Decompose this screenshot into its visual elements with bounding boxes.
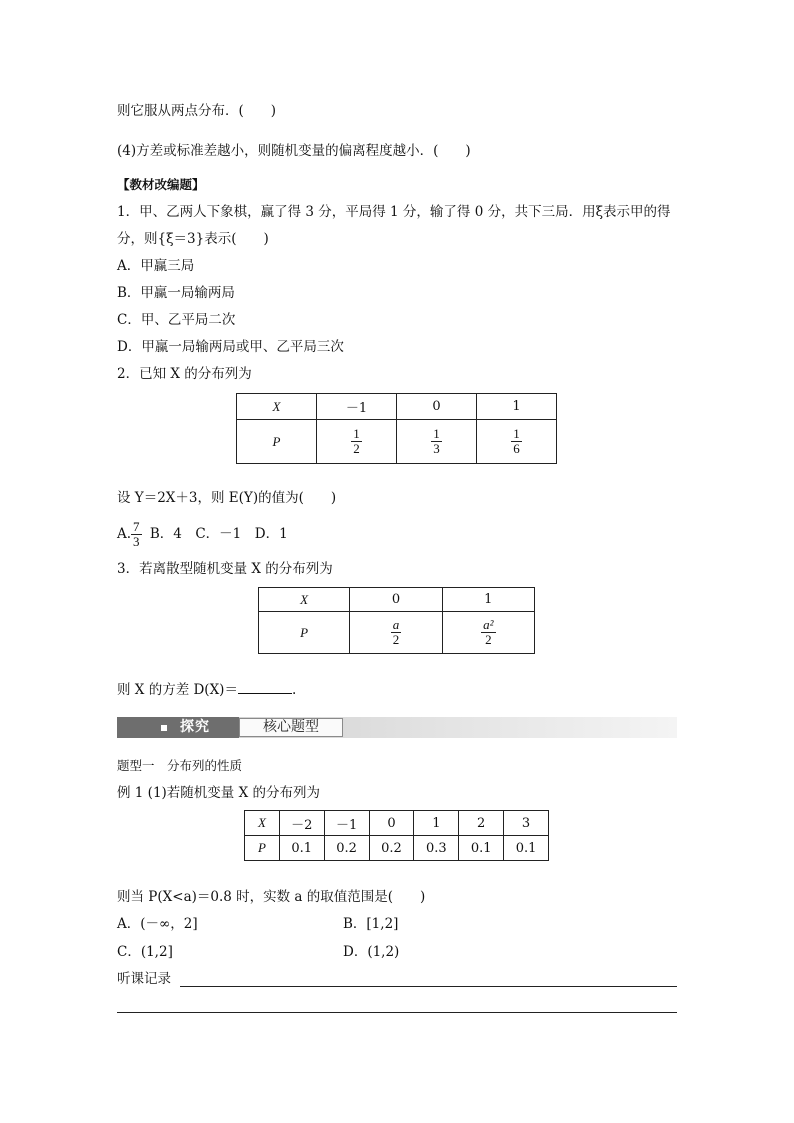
question-1-stem: 1．甲、乙两人下象棋，赢了得 3 分，平局得 1 分，输了得 0 分，共下三局．用ξ表示甲的得 [117,204,671,220]
statement-3-tail: 则它服从两点分布．( ) [117,103,277,119]
table-cell: 2 [459,811,504,836]
question-1-option-a: A．甲赢三局 [117,258,195,274]
question-2-ask: 设 Y＝2X＋3，则 E(Y)的值为( ) [117,490,337,506]
option-a-fraction [131,520,142,549]
table-cell: 1 [414,811,459,836]
table-header-p: P [237,420,317,464]
option-a-label: A. [117,526,132,542]
table-cell: 0.3 [414,836,459,861]
distribution-table-q3 [258,587,535,654]
example-1-option-a: A．(－∞，2] [117,916,198,932]
table-cell: 0.1 [279,836,324,861]
table-cell [350,612,442,654]
example-1-option-d: D．(1,2) [343,944,400,960]
question-2-options [117,515,288,553]
table-cell: 0 [369,811,414,836]
fraction [481,618,495,647]
statement-4: (4)方差或标准差越小，则随机变量的偏离程度越小．( ) [117,143,471,159]
notes-line[interactable] [117,1012,677,1013]
fraction-numerator: 1 [353,426,360,441]
fraction-numerator: a [392,617,400,632]
fraction-denominator: 3 [133,534,140,549]
question-1-option-c: C．甲、乙平局二次 [117,312,236,328]
section-heading: 【教材改编题】 [117,177,205,192]
fraction-denominator: 3 [433,441,440,456]
question-2-stem: 2．已知 X 的分布列为 [117,366,252,382]
table-cell: 0.2 [324,836,369,861]
fraction-denominator: 2 [392,632,400,647]
table-cell [476,420,556,464]
distribution-table-example-1 [244,810,549,861]
fraction-numerator: 1 [433,426,440,441]
table-cell [316,420,396,464]
table-cell: 0.1 [504,836,549,861]
banner-light-label: 核心题型 [239,718,343,737]
table-cell: 1 [476,394,556,420]
fraction-denominator: 6 [513,441,520,456]
square-bullet-icon [161,725,167,731]
question-3-ask [117,679,296,700]
table-header-p: P [245,836,280,861]
type-heading: 题型一 分布列的性质 [117,758,243,773]
question-3-stem: 3．若离散型随机变量 X 的分布列为 [117,561,333,577]
table-header-x: X [237,394,317,420]
table-cell: 3 [504,811,549,836]
table-header-x: X [245,811,280,836]
table-cell: －1 [316,394,396,420]
table-cell: 0 [396,394,476,420]
table-cell [396,420,476,464]
table-header-p: P [259,612,350,654]
fraction-numerator: a² [483,617,494,632]
fraction-numerator: 1 [513,426,520,441]
table-cell: 1 [442,588,534,612]
example-1-stem: 例 1 (1)若随机变量 X 的分布列为 [117,785,320,801]
question-3-text: 则 X 的方差 D(X)＝ [117,682,238,698]
example-1-ask: 则当 P(X<a)＝0.8 时，实数 a 的取值范围是( ) [117,889,426,905]
options-b-c-d: B．4 C．－1 D．1 [149,526,288,542]
fraction-numerator: 7 [133,519,140,534]
notes-line[interactable] [180,986,677,987]
fraction [511,427,522,456]
fraction [351,427,362,456]
table-header-x: X [259,588,350,612]
table-cell: 0 [350,588,442,612]
example-1-option-c: C．(1,2] [117,944,173,960]
question-1-option-b: B．甲赢一局输两局 [117,285,235,301]
fraction-denominator: 2 [485,632,492,647]
banner-dark-label: 探究 [180,719,210,735]
fraction [391,618,402,647]
table-cell: －2 [279,811,324,836]
example-1-option-b: B．[1,2] [343,916,399,932]
notes-label: 听课记录 [117,971,171,987]
fraction [431,427,442,456]
answer-blank[interactable] [238,679,292,694]
table-cell: 0.2 [369,836,414,861]
table-cell: 0.1 [459,836,504,861]
banner-dark-tab [117,717,239,738]
question-1-option-d: D．甲赢一局输两局或甲、乙平局三次 [117,339,344,355]
question-1-stem-cont: 分，则{ξ＝3}表示( ) [117,231,269,247]
distribution-table-q2 [236,393,557,464]
table-cell [442,612,534,654]
question-3-period: . [291,682,297,698]
section-banner [117,717,677,738]
fraction-denominator: 2 [353,441,360,456]
table-cell: －1 [324,811,369,836]
